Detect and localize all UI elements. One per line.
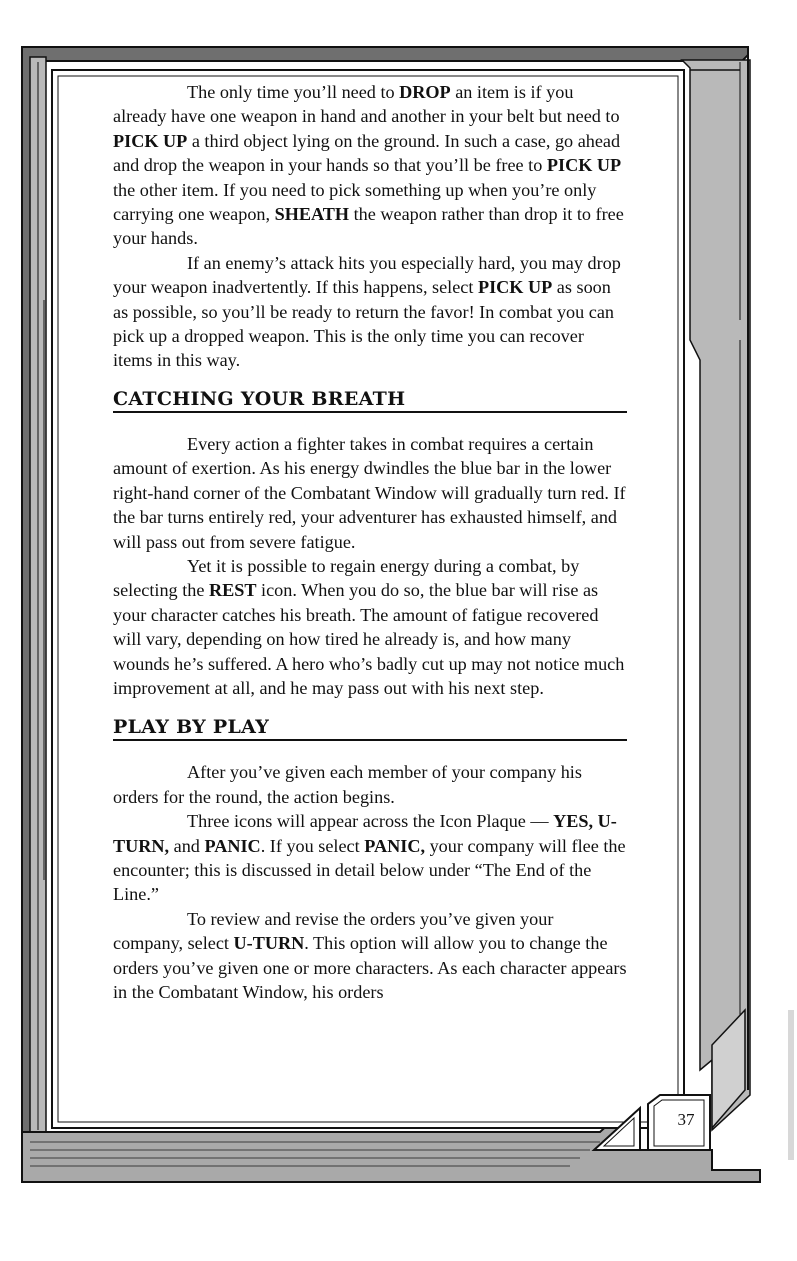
section-heading-play-by-play: PLAY BY PLAY [113, 715, 627, 741]
paragraph: If an enemy’s attack hits you especially hard, you may drop your weapon inadvertently. If this happens, select PICK UP as soon as possible, so you’ll be ready to return the favor! In combat you can pick up a dropped weapon. This is the only time you can recover items in this way. [113, 252, 621, 371]
page-number: 37 [677, 1110, 695, 1129]
paragraph: The only time you’ll need to DROP an item is if you already have one weapon in hand and another in your belt but need to PICK UP a third object lying on the ground. In such a case, go ahead and drop the weapon in your hands so that you’ll be free to PICK UP the other item. If you need to pick something up when you’re only carrying one weapon, SHEATH the weapon rather than drop it to free your hands. [113, 82, 624, 249]
paragraph: To review and revise the orders you’ve given your company, select U-TURN. This option will allow you to change the orders you’ve given one or more characters. As each character appears in the Combatant Window, his orders [113, 908, 627, 1002]
section-heading-catching-breath: CATCHING YOUR BREATH [113, 387, 627, 413]
bold-command: YES, U-TURN, [113, 811, 617, 856]
paragraph: After you’ve given each member of your company his orders for the round, the action begins. [113, 762, 582, 807]
scan-edge-mark [788, 1010, 794, 1160]
bold-command: DROP [399, 82, 451, 102]
paragraph: Yet it is possible to regain energy during a combat, by selecting the REST icon. When you do so, the blue bar will rise as your character catches his breath. The amount of fatigue recovered will vary, depending on how tired he already is, and how many wounds he’s suffered. A hero who’s badly cut up may not notice much improvement at all, and he may pass out with his next step. [113, 555, 625, 698]
bold-command: SHEATH [274, 204, 350, 225]
intro-paragraphs [113, 80, 627, 373]
section2-paragraphs [113, 760, 627, 1004]
bold-command: PICK UP [113, 130, 188, 151]
section1-paragraphs [113, 432, 627, 700]
bold-command: REST [208, 580, 257, 601]
bold-command: U-TURN [233, 933, 305, 954]
page-text [113, 80, 627, 1004]
bold-command: PANIC, [364, 835, 426, 856]
paragraph: Every action a fighter takes in combat requires a certain amount of exertion. As his energy dwindles the blue bar in the lower right-hand corner of the Combatant Window will gradually turn red. If the bar turns entirely red, your adventurer has exhausted himself, and will pass out from severe fatigue. [113, 433, 626, 552]
bold-command: PICK UP [546, 155, 622, 176]
bold-command: PICK UP [477, 277, 553, 298]
paragraph: Three icons will appear across the Icon Plaque — YES, U-TURN, and PANIC. If you select PANIC, your company will flee the encounter; this is discussed in detail below under “The End of the Line.” [113, 811, 626, 905]
bold-command: PANIC [204, 835, 261, 856]
